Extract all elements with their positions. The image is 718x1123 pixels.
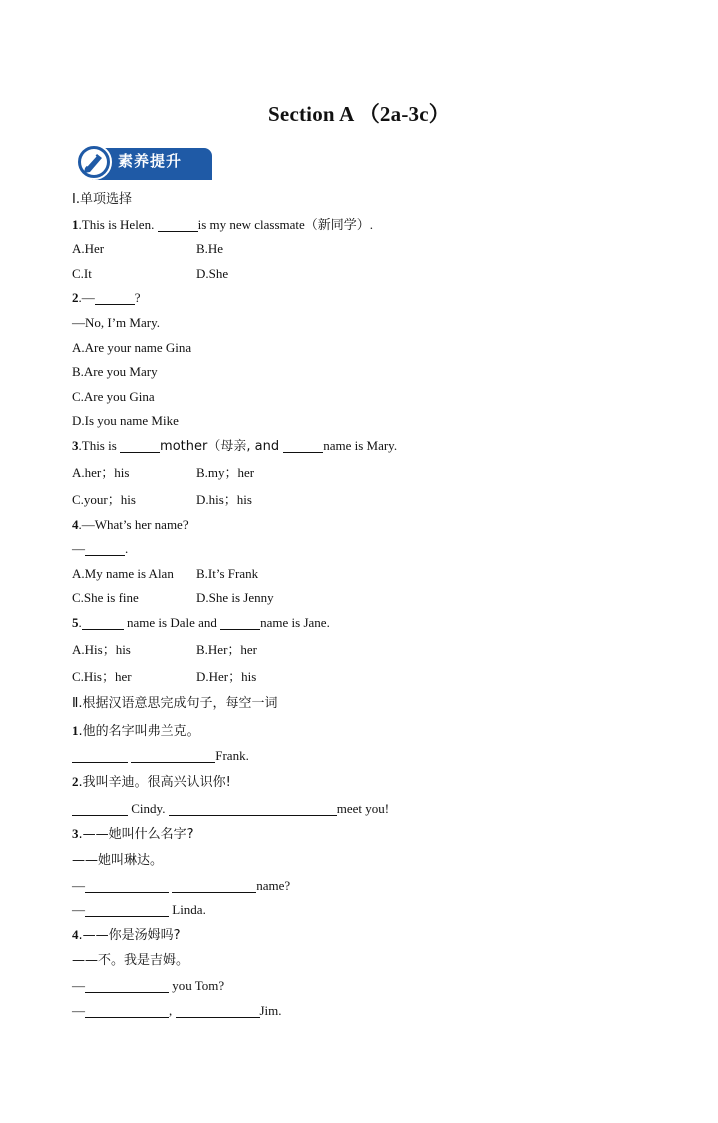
question-4-options: [72, 586, 672, 611]
option-a[interactable]: A.her；his: [72, 464, 130, 480]
option-c[interactable]: C.Are you Gina: [72, 388, 155, 404]
part1-heading: Ⅰ.单项选择: [72, 192, 132, 207]
answer-blank[interactable]: [120, 438, 160, 453]
option-c[interactable]: C.His；her: [72, 668, 132, 684]
answer-blank[interactable]: [72, 748, 128, 763]
option-c[interactable]: C.She is fine: [72, 590, 139, 606]
answer-blank[interactable]: [283, 438, 323, 453]
question-5-options: [72, 663, 672, 690]
option-c[interactable]: C.your；his: [72, 491, 136, 507]
option-d[interactable]: D.his；his: [196, 491, 252, 507]
answer-blank[interactable]: [169, 801, 337, 816]
translation-1-answer: Frank.: [72, 744, 672, 769]
answer-blank[interactable]: [172, 878, 256, 893]
option-a[interactable]: A.Her: [72, 241, 105, 257]
answer-blank[interactable]: [85, 541, 125, 556]
section-banner-label: 素养提升: [118, 152, 183, 170]
option-d[interactable]: D.She: [196, 265, 229, 281]
question-4-options: [72, 562, 672, 587]
answer-blank[interactable]: [176, 1003, 260, 1018]
answer-blank[interactable]: [85, 978, 169, 993]
page-title: Section A （2a-3c）: [268, 102, 450, 126]
answer-blank[interactable]: [85, 902, 169, 917]
option-d[interactable]: D.Is you name Mike: [72, 413, 179, 429]
option-d[interactable]: D.She is Jenny: [196, 590, 274, 606]
question-3: 3.This is mother（母亲, and name is Mary.: [72, 437, 398, 454]
answer-blank[interactable]: [220, 615, 260, 630]
option-c[interactable]: C.It: [72, 265, 92, 281]
answer-blank[interactable]: [131, 748, 215, 763]
answer-blank[interactable]: [158, 217, 198, 232]
option-b[interactable]: B.It’s Frank: [196, 565, 259, 581]
option-b[interactable]: B.my；her: [196, 464, 255, 480]
question-2-reply: —No, I’m Mary.: [72, 314, 160, 330]
question-1-options: [72, 237, 672, 262]
question-1: 1.This is Helen. is my new classmate（新同学）.: [72, 216, 374, 232]
answer-blank[interactable]: [72, 801, 128, 816]
option-d[interactable]: D.Her；his: [196, 668, 257, 684]
translation-3: 3.——她叫什么名字?: [72, 826, 194, 843]
question-1-options: [72, 262, 672, 287]
answer-blank[interactable]: [95, 290, 135, 305]
question-4-reply: — .: [72, 541, 129, 557]
option-b[interactable]: B.Her；her: [196, 641, 258, 657]
translation-4: 4.——你是汤姆吗?: [72, 926, 181, 943]
question-3-options: [72, 486, 672, 513]
question-5-options: [72, 636, 672, 663]
option-a[interactable]: A.My name is Alan: [72, 565, 174, 581]
translation-3-answer-1: — name?: [72, 877, 291, 893]
translation-3-answer-2: — Linda.: [72, 902, 206, 918]
option-b[interactable]: B.Are you Mary: [72, 364, 158, 380]
translation-4-answer-2: — , Jim.: [72, 1003, 282, 1019]
question-5: 5. name is Dale and name is Jane.: [72, 614, 330, 630]
translation-1: 1.他的名字叫弗兰克。: [72, 722, 200, 739]
option-b[interactable]: B.He: [196, 241, 224, 257]
translation-2-answer: Cindy. meet you!: [72, 795, 672, 822]
question-3-options: [72, 459, 672, 486]
translation-4-answer-1: — you Tom?: [72, 978, 225, 994]
pencil-badge-icon: [77, 145, 111, 179]
worksheet-content: [72, 188, 672, 1024]
translation-2: 2.我叫辛迪。很高兴认识你!: [72, 774, 231, 791]
answer-blank[interactable]: [85, 1003, 169, 1018]
question-2: 2.— ?: [72, 290, 141, 306]
option-a[interactable]: A.His；his: [72, 641, 131, 657]
translation-4-reply: ——不。我是吉姆。: [72, 953, 190, 969]
option-a[interactable]: A.Are your name Gina: [72, 339, 192, 355]
answer-blank[interactable]: [85, 878, 169, 893]
part2-heading: Ⅱ.根据汉语意思完成句子，每空一词: [72, 695, 278, 711]
answer-blank[interactable]: [82, 615, 124, 630]
translation-3-reply: ——她叫琳达。: [72, 852, 164, 868]
question-4: 4.—What’s her name?: [72, 516, 189, 532]
